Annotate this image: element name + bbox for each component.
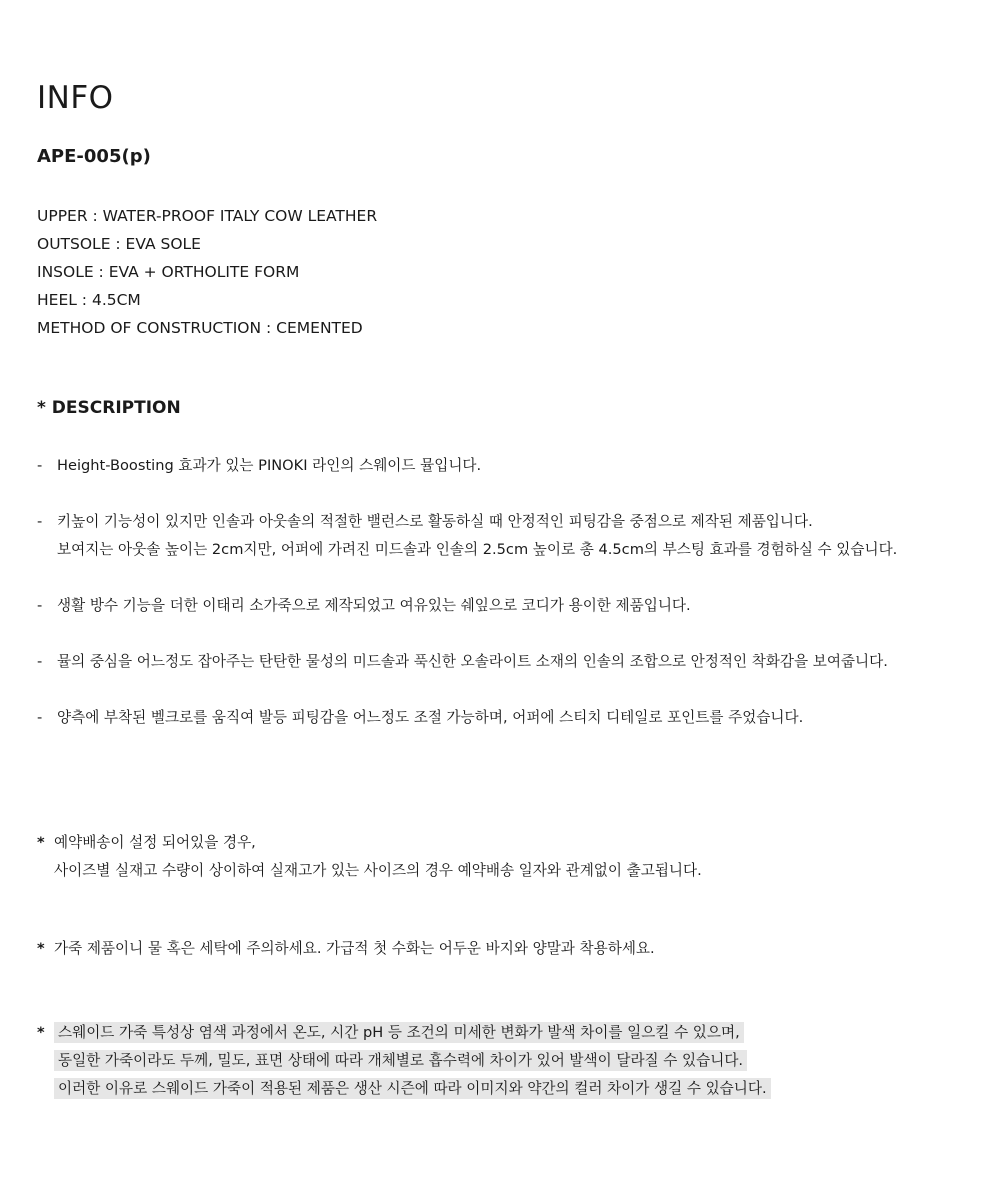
- description-heading: * DESCRIPTION: [37, 398, 181, 418]
- spec-heel: HEEL : 4.5CM: [37, 291, 141, 309]
- notice-leather-care: [37, 935, 977, 963]
- notice-preorder: [37, 829, 977, 885]
- info-title: INFO: [37, 80, 114, 116]
- description-item: [37, 452, 977, 480]
- description-item: [37, 592, 977, 620]
- notice-line: [54, 1019, 977, 1047]
- description-text: 키높이 기능성이 있지만 인솔과 아웃솔의 적절한 밸런스로 활동하실 때 안정적인 피팅감을 중점으로 제작된 제품입니다.: [57, 513, 813, 530]
- notice-list: [37, 829, 977, 1103]
- spec-upper: UPPER : WATER-PROOF ITALY COW LEATHER: [37, 207, 378, 225]
- description-text: 보여지는 아웃솔 높이는 2cm지만, 어퍼에 가려진 미드솔과 인솔의 2.5cm 높이로 총 4.5cm의 부스팅 효과를 경험하실 수 있습니다.: [57, 541, 898, 558]
- description-text: Height-Boosting 효과가 있는 PINOKI 라인의 스웨이드 뮬입니다.: [57, 457, 482, 474]
- spec-insole: INSOLE : EVA + ORTHOLITE FORM: [37, 263, 300, 281]
- notice-highlighted-text: 동일한 가죽이라도 두께, 밀도, 표면 상태에 따라 개체별로 흡수력에 차이가 있어 발색이 달라질 수 있습니다.: [54, 1050, 747, 1071]
- spec-outsole: OUTSOLE : EVA SOLE: [37, 235, 201, 253]
- spec-construction: METHOD OF CONSTRUCTION : CEMENTED: [37, 319, 363, 337]
- notice-asterisk: *: [37, 940, 45, 957]
- notice-line: [54, 1047, 977, 1075]
- description-item: [37, 648, 977, 676]
- bullet-dash: -: [37, 653, 43, 670]
- notice-highlighted-text: 스웨이드 가죽 특성상 염색 과정에서 온도, 시간 pH 등 조건의 미세한 변화가 발색 차이를 일으킬 수 있으며,: [54, 1022, 744, 1043]
- notice-highlighted-text: 이러한 이유로 스웨이드 가죽이 적용된 제품은 생산 시즌에 따라 이미지와 약간의 컬러 차이가 생길 수 있습니다.: [54, 1078, 771, 1099]
- notice-suede-color: [37, 1019, 977, 1103]
- bullet-dash: -: [37, 457, 43, 474]
- notice-asterisk: *: [37, 1024, 45, 1041]
- description-text: 생활 방수 기능을 더한 이태리 소가죽으로 제작되었고 여유있는 쉐잎으로 코디가 용이한 제품입니다.: [57, 597, 691, 614]
- bullet-dash: -: [37, 709, 43, 726]
- spec-list: [37, 202, 377, 342]
- bullet-dash: -: [37, 513, 43, 530]
- notice-line: [54, 1075, 977, 1103]
- description-text: 뮬의 중심을 어느정도 잡아주는 탄탄한 물성의 미드솔과 푹신한 오솔라이트 소재의 인솔의 조합으로 안정적인 착화감을 보여줍니다.: [57, 653, 888, 670]
- description-item: [37, 508, 977, 564]
- description-list: [37, 452, 977, 760]
- notice-text: 예약배송이 설정 되어있을 경우,: [54, 834, 256, 851]
- bullet-dash: -: [37, 597, 43, 614]
- description-text: 양측에 부착된 벨크로를 움직여 발등 피팅감을 어느정도 조절 가능하며, 어퍼에 스티치 디테일로 포인트를 주었습니다.: [57, 709, 804, 726]
- description-item: [37, 704, 977, 732]
- notice-text: 사이즈별 실재고 수량이 상이하여 실재고가 있는 사이즈의 경우 예약배송 일자와 관계없이 출고됩니다.: [54, 862, 702, 879]
- model-code: APE-005(p): [37, 146, 151, 167]
- notice-text: 가죽 제품이니 물 혹은 세탁에 주의하세요. 가급적 첫 수화는 어두운 바지와 양말과 착용하세요.: [54, 940, 655, 957]
- notice-asterisk: *: [37, 834, 45, 851]
